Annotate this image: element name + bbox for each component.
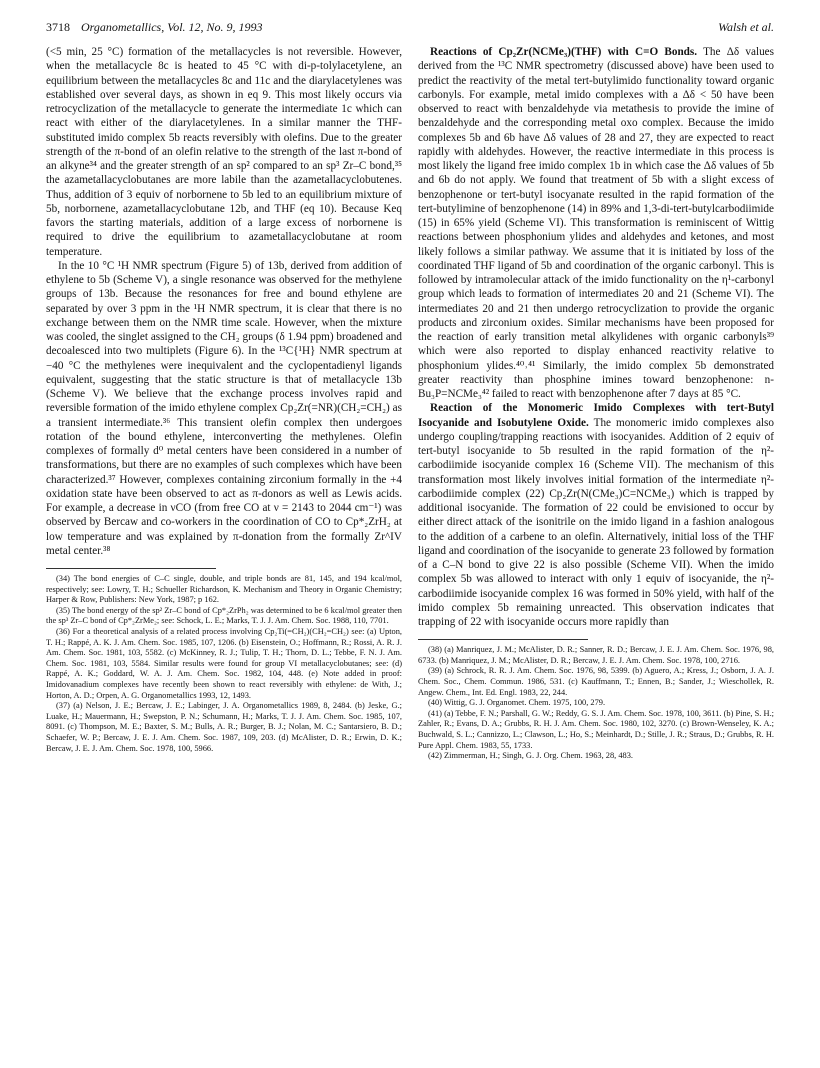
footnote: (41) (a) Tebbe, F. N.; Parshall, G. W.; Reddy, G. S. J. Am. Chem. Soc. 1978, 100, 3611. (b) Pine, S. H.; Zahler, R.; Evans, D. A.; Grubbs, R. H. J. Am. Chem. Soc. 1980, 102, 3270. (c) Brown-Wenseley, K. A.; Buchwald, S. L.; Cannizzo, L.; Clawson, L.; Ho, S.; Meinhardt, D.; Stille, J. R.; Straus, D.; Grubbs, R. H. Pure Appl. Chem. 1983, 55, 1733. bbox=[418, 708, 774, 750]
footnote: (35) The bond energy of the sp² Zr–C bond of Cp*₂ZrPh₂ was determined to be 6 kcal/mol greater then the sp³ Zr–C bond of Cp*₂ZrMe₂; see: Schock, L. E.; Marks, T. J. J. Am. Chem. Soc. 1988, 110, 7701. bbox=[46, 605, 402, 626]
section-heading: Reactions of Cp₂Zr(NCMe₃)(THF) with C=O Bonds. bbox=[430, 46, 698, 58]
header-left bbox=[46, 18, 263, 36]
footnote: (37) (a) Nelson, J. E.; Bercaw, J. E.; Labinger, J. A. Organometallics 1989, 8, 2484. (b) Jeske, G.; Luake, H.; Mauermann, H.; Swepston, P. N.; Schumann, H.; Marks, T. J. J. Am. Chem. Soc. 1985, 107, 8091. (c) Thompson, M. E.; Baxter, S. M.; Bulls, A. R.; Burger, B. J.; Nolan, M. C.; Santarsiero, B. D.; Schaefer, W. P.; Bercaw, J. E. J. Am. Chem. Soc. 1987, 109, 203. (d) McAlister, D. R.; Erwin, D. K.; Bercaw, J. E. J. Am. Chem. Soc. 1978, 100, 5966. bbox=[46, 701, 402, 753]
page-header bbox=[46, 18, 774, 36]
footnote: (42) Zimmerman, H.; Singh, G. J. Org. Chem. 1963, 28, 483. bbox=[428, 751, 634, 761]
page-number: 3718 bbox=[46, 20, 70, 34]
footnote: (34) The bond energies of C–C single, double, and triple bonds are 81, 145, and 194 kcal/mol, respectively; see: Lowry, T. H.; Schueller Richardson, K. Mechanism and Theory in Organic Chemistry; Harper & Row, Publishers: New York, 1987; p 162. bbox=[46, 574, 402, 605]
body-paragraph: In the 10 °C ¹H NMR spectrum (Figure 5) of 13b, derived from addition of ethylene to 5b (Scheme V), a single resonance was observed for the methylene groups of 13b. Because the resonances for free and bound ethylene are separated by over 3 ppm in the ¹H NMR spectrum, it is clear that there is no exchange between them on the NMR time scale. However, when the mixture was cooled, the singlet assigned to the CH₂ groups (δ 1.94 ppm) broadened and decoalesced into two multiplets (Figure 6). In the ¹³C{¹H} NMR spectrum at −40 °C the methylenes were inequivalent and the cyclopentadienyl ligands equivalent, suggesting that the static structure is that of metallacycle 13b (Scheme V). We believe that the exchange process involves rapid and reversible formation of the imido ethylene complex Cp₂Zr(=NR)(CH₂=CH₂) as a transient intermediate.³⁶ This transient olefin complex then undergoes rotation of the bound ethylene, interconverting the methylenes. Olefin complexes of formally d⁰ metal centers have been considered in a number of transformations, but there are no examples of such complexes which have been characterized.³⁷ However, complexes containing zirconium formally in the +4 oxidation state have been observed to act as π-donors as well as Lewis acids. For example, a decrease in νCO (from free CO at ν = 2143 to 2044 cm⁻¹) was observed by Bercaw and co-workers in the coordination of CO to Cp*₂ZrH₂ at low temperature and was explained by π-donation from the formally Zr^IV metal center.³⁸ bbox=[46, 259, 402, 557]
running-authors: Walsh et al. bbox=[718, 20, 774, 34]
footnote: (40) Wittig, G. J. Organomet. Chem. 1975, 100, 279. bbox=[428, 698, 606, 708]
footnote: (38) (a) Manriquez, J. M.; McAlister, D. R.; Sanner, R. D.; Bercaw, J. E. J. Am. Chem. Soc. 1976, 98, 6733. (b) Manriquez, J. M.; McAlister, D. R.; Bercaw, J. E. J. Am. Chem. Soc. 1978, 100, 2716. bbox=[418, 645, 774, 665]
left-body-text bbox=[46, 45, 402, 558]
section-paragraph bbox=[418, 401, 774, 629]
footnote-divider bbox=[418, 639, 588, 640]
left-column bbox=[46, 45, 402, 754]
right-column bbox=[418, 45, 774, 762]
left-footnotes bbox=[46, 574, 402, 754]
footnote: (39) (a) Schrock, R. R. J. Am. Chem. Soc. 1976, 98, 5399. (b) Aguero, A.; Kress, J.; Osborn, J. A. J. Chem. Soc., Chem. Commun. 1986, 531. (c) Kauffmann, T.; Ennen, B.; Sander, J.; Wieschollek, R. Angew. Chem., Int. Ed. Engl. 1983, 22, 244. bbox=[418, 666, 774, 697]
body-paragraph: (<5 min, 25 °C) formation of the metallacycles is not reversible. However, when the metallacycle 8c is heated to 45 °C with di-p-tolylacetylene, an equilibrium between the metallacycles 8c and 11c and the diarylacetylenes was established over several days, as shown in eq 9. This most likely occurs via retrocyclization of the metallacycle to generate the intermediate 1c which can react with either of the diarylacetylenes. In a similar manner the THF-substituted imido complex 5b reacts reversibly with olefins. Due to the greater strength of the π-bond of an olefin relative to the strength of the last π-bond of an alkyne³⁴ and the greater strength of an sp² compared to an sp³ Zr–C bond,³⁵ the azametallacyclobutanes are more labile than the azametallacyclobutenes. Thus, addition of 3 equiv of norbornene to 5b led to an equilibrium mixture of 5b, norbornene, azametallacyclobutane 12b, and THF (eq 10). Because Keq favors the starting materials, addition of a large excess of norbornene is required to drive the equilibrium to azametallacyclobutane at room temperature. bbox=[46, 46, 402, 258]
footnote-divider bbox=[46, 568, 216, 569]
section-text: The monomeric imido complexes also undergo coupling/trapping reactions with isocyanides. Addition of 2 equiv of tert-butyl isocyanide to 5b resulted in the rapid formation of the η²-carbodiimide isocyanide complex 16 (Scheme VII). The mechanism of this transformation most likely involves initial formation of the intermediate η²-carbodiimide complex (22) Cp₂Zr(N(CMe₃)C=NCMe₃) which is trapped by additional isocyanide. The formation of 22 could be envisioned to occur by either direct attack of the isonitrile on the imido ligand in a fashion analogous to the addition of a carbene to an olefin. Alternatively, initial loss of the THF ligand and coordination of the isocyanide to generate 23 followed by formation of a C–N bond to give 22 is also possible (Scheme VII). When the imido complex 5b was allowed to interact with only 1 equiv of isocyanide, the η²-carbodiimide isocyanide complex 16 was formed in 50% yield, with half of the imido complex 5b remaining unreacted. This observation indicates that trapping of 22 with isocyanide occurs more rapidly than bbox=[418, 416, 774, 628]
section-text: The Δδ values derived from the ¹³C NMR spectrometry (discussed above) have been used to predict the reactivity of the metal tert-butylimido functionality toward organic carbonyls. For example, metal imido complexes with a Δδ < 50 have been observed to react with benzaldehyde via metathesis to provide the imine of benzaldehyde and the corresponding metal oxo complex. Because the imido complexes 5b and 6b have Δδ values of 28 and 27, they are expected to react rapidly with aldehydes. However, the reactive intermediate in this process is most likely the ligand free imido complex 1b in which case the Δδ values of 5b and 6b do not apply. We found that treatment of 5b with a slight excess of benzophenone or tert-butyl isocyanate resulted in the rapid formation of the tert-butylimine of benzophenone (14) in 89% and 1,3-di-tert-butylcarbodiimide (15) in 65% yield (Scheme VI). This transformation is reminiscent of Wittig reactions between phosphonium ylides and aldehydes and ketones, and most likely follows a similar pathway. We assume that it is initiated by loss of the coordinated THF ligand of 5b and coordination of the organic carbonyl. This is followed by intramolecular attack of the imido functionality on the η¹-carbonyl group which leads to formation of intermediates 20 and 21 (Scheme VI). The intermediates 20 and 21 then undergo retrocyclization to provide the organic products and zirconium oxides. Similar mechanisms have been proposed for the reaction of early transition metal alkylidenes with organic carbonyls³⁹ which were also reported to display enhanced reactivity relative to phosphonium ylides.⁴⁰˒⁴¹ Similarly, the imido complex 5b demonstrated greater reactivity than phosphine imines toward benzophenone: n-Bu₃P=NCMe₃⁴² failed to react with benzophenone after 7 days at 85 °C. bbox=[418, 46, 774, 400]
right-body-text bbox=[418, 45, 774, 629]
footnote: (36) For a theoretical analysis of a related process involving Cp₂Ti(=CH₂)(CH₂=CH₂) see: (a) Upton, T. H.; Rappé, A. K. J. Am. Chem. Soc. 1985, 107, 1206. (b) Eisenstein, O.; Hoffmann, R.; Rossi, A. R. J. Am. Chem. Soc. 1981, 103, 5582. (c) McKinney, R. J.; Tulip, T. H.; Thorn, D. L.; Tebbe, F. N. J. Am. Chem. Soc. 1981, 103, 5584. Similar results were found for group VI metallacyclobutanes; see: (d) Rappé, A. K.; Goddard, W. A. J. Am. Chem. Soc. 1982, 104, 448. (e) Note added in proof: Imidovanadium complexes have recently been shown to react reversibly with ethylene: de With, J.; Horton, A. D.; Orpen, A. G. Organometallics 1993, 12, 1493. bbox=[46, 626, 402, 700]
section-heading: Reaction of the Monomeric Imido Complexes with tert-Butyl Isocyanide and Isobutylene Oxide. bbox=[418, 402, 774, 429]
section-paragraph bbox=[418, 45, 774, 401]
right-footnotes bbox=[418, 645, 774, 762]
journal-citation: Organometallics, Vol. 12, No. 9, 1993 bbox=[81, 20, 263, 34]
